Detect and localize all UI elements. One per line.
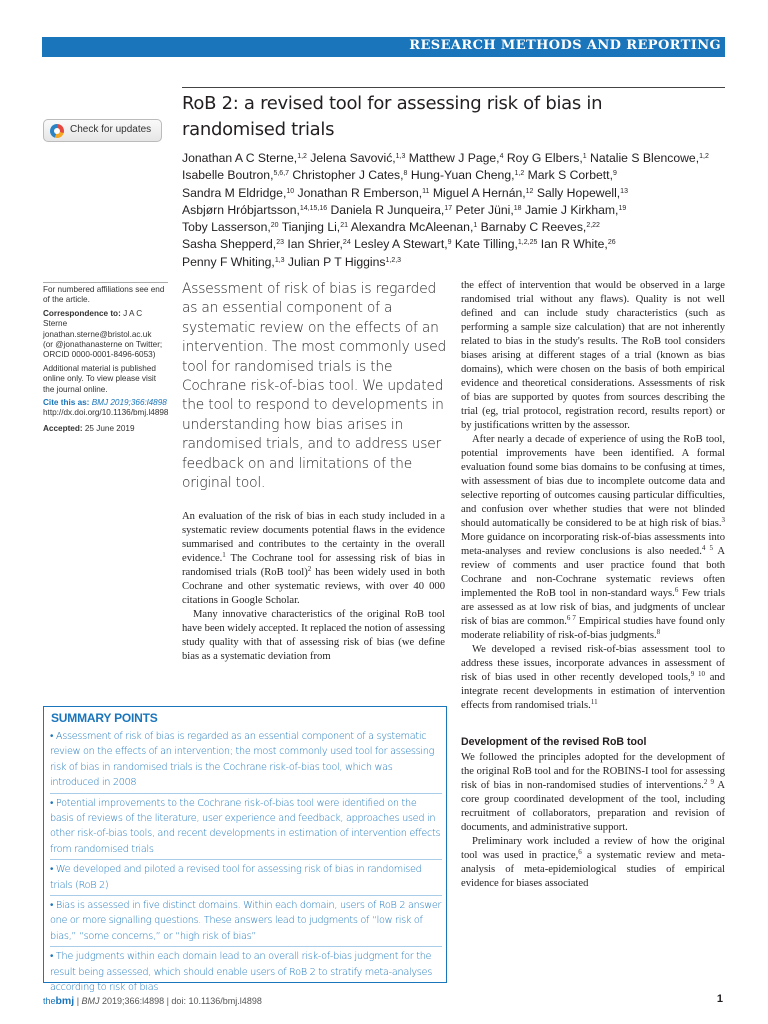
- author-affiliation: 8: [403, 170, 408, 178]
- author-name: Penny F Whiting,: [182, 254, 275, 269]
- author-line: [182, 236, 727, 253]
- accepted-label: Accepted:: [43, 423, 83, 433]
- author-affiliation: 20: [270, 222, 279, 230]
- summary-point: • Potential improvements to the Cochrane risk-of-bias tool were identified on the basis of reviews of the literature, user experience and feedback, approaches used in other risk-of-bias tools, and recent developments in estimation of intervention effects from randomised trials: [50, 796, 442, 861]
- cite-label: Cite this as:: [43, 398, 90, 408]
- author-name: Tianjing Li,: [278, 220, 341, 235]
- sidebar-notes: [43, 285, 168, 434]
- author-affiliation: 23: [276, 239, 284, 247]
- section-header-bar: [42, 37, 725, 57]
- author-affiliation: 5,6,7: [273, 170, 290, 178]
- paragraph: We developed a revised risk-of-bias assessment tool to address these issues, incorporate advances in assessment of risk of bias used in other recently developed tools,$^{9 10}$ and integrate recent developments in estimation of intervention effects from randomised trials.$^{11}$: [461, 644, 726, 711]
- author-name: Peter Jüni,: [452, 202, 514, 217]
- author-affiliation: 26: [607, 239, 616, 247]
- paragraph: Preliminary work included a review of how the original tool was used in practice,$^6$ a systematic review and meta-analysis of meta-epidemiological studies of empirical evidence for biases associated: [461, 836, 725, 889]
- author-line: [182, 167, 727, 184]
- cite-ref: BMJ 2019;366:l4898: [89, 398, 167, 408]
- author-affiliation: 10: [286, 187, 295, 195]
- author-name: Ian Shrier,: [283, 237, 343, 252]
- author-affiliation: 2,22: [586, 222, 600, 230]
- correspondence-name: J A C Sterne: [43, 308, 143, 329]
- author-affiliation: 9: [612, 170, 617, 178]
- author-affiliation: 21: [340, 222, 348, 230]
- author-name: Jonathan A C Sterne,: [182, 151, 298, 165]
- author-name: Christopher J Cates,: [289, 168, 404, 183]
- author-affiliation: 1,2,25: [517, 239, 538, 247]
- citation-ref[interactable]: 9 10: [690, 670, 706, 678]
- title-line: randomised trials: [182, 119, 335, 140]
- doi-link[interactable]: http://dx.doi.org/10.1136/bmj.l4898: [43, 408, 169, 418]
- author-name: Sally Hopewell,: [533, 185, 621, 200]
- author-name: Daniela R Junqueira,: [327, 202, 445, 217]
- author-line: [182, 150, 727, 167]
- correspondence: [43, 309, 168, 330]
- author-name: Ian R White,: [537, 237, 608, 252]
- check-for-updates-button[interactable]: [43, 119, 162, 142]
- author-line: [182, 202, 727, 219]
- author-name: Mark S Corbett,: [524, 168, 613, 183]
- journal-name: BMJ: [81, 996, 100, 1006]
- section-heading: Development of the revised RoB tool: [461, 736, 647, 748]
- citation-ref[interactable]: 3: [721, 516, 725, 524]
- author-affiliation: 12: [525, 187, 534, 195]
- author-affiliation: 1: [582, 153, 587, 160]
- author-name: Kate Tilling,: [451, 237, 518, 252]
- author-affiliation: 13: [620, 187, 628, 195]
- author-affiliation: 1,2,3: [385, 256, 402, 264]
- author-name: Julian P T Higgins: [284, 254, 386, 269]
- accepted: [43, 424, 168, 434]
- summary-point: • Bias is assessed in five distinct domains. Within each domain, users of RoB 2 answer one or more signalling questions. These answers lead to judgments of “low risk of bias,” “some concerns,” or “high risk of bias”: [50, 898, 442, 947]
- author-affiliation: 1,3: [274, 256, 285, 264]
- author-name: Asbjørn Hróbjartsson,: [182, 202, 300, 217]
- additional-material-note: Additional material is published online only. To view please visit the journal online.: [43, 363, 157, 394]
- author-name: Roy G Elbers,: [503, 151, 583, 165]
- author-affiliation: 17: [444, 204, 453, 212]
- author-affiliation: 1,3: [395, 153, 406, 160]
- abstract: Assessment of risk of bias is regarded as an essential component of a systematic review on the effects of an intervention. The most commonly used tool for randomised trials is the Cochrane risk-of-bias tool. We updated the tool to respond to developments in understanding how bias arises in randomised trials, and to address user feedback on and limitations of the original tool.: [182, 281, 447, 492]
- paragraph: the effect of intervention that would be observed in a large randomised trial without any flaws). Quality is not well defined and can include study characteristics (such as performing a sample size calculation) that are not inherently related to bias in the study's results. The RoB tool considers biases arising at different stages of a trial (known as bias domains), which were chosen on the basis of both empirical evidence and theoretical considerations. Assessments of risk of bias are supported by quotes from sources describing the trial (eg, trial protocol, registration record, results report) or by justifications written by the assessor.: [461, 280, 725, 431]
- author-name: Sasha Shepperd,: [182, 237, 277, 252]
- citation-ref[interactable]: 8: [656, 628, 661, 636]
- author-name: Alexandra McAleenan,: [348, 220, 474, 235]
- correspondence-email[interactable]: jonathan.sterne@bristol.ac.uk: [43, 329, 152, 339]
- author-affiliation: 1: [473, 222, 478, 230]
- cite-this: [43, 398, 168, 408]
- citation-ref[interactable]: 6: [578, 848, 582, 856]
- author-name: Natalie S Blencowe,: [586, 151, 700, 165]
- author-name: Lesley A Stewart,: [350, 237, 448, 252]
- citation-ref[interactable]: 2: [307, 565, 312, 573]
- summary-points-box: [43, 706, 447, 994]
- author-affiliation: 24: [342, 239, 351, 247]
- paragraph: An evaluation of the risk of bias in each study included in a systematic review documents potential flaws in the evidence summarised and contributes to the certainty in the overall evidence.$^1$ The Cochrane tool for assessing risk of bias in randomised trials (RoB tool)$^2$ has been widely used in both Cochrane and other systematic reviews, with over 40 000 citations in Google Scholar.: [182, 511, 445, 606]
- citation-ref[interactable]: 1: [222, 551, 226, 559]
- author-line: [182, 185, 727, 202]
- paragraph: We followed the principles adopted for the development of the original RoB tool and for the ROBINS-I tool for assessing risk of bias in non-randomised studies of interventions.$^{2 9}$ A core group coordinated development of the tool, including recruitment of collaborators, preparation and revision of documents, and administrative support.: [461, 752, 726, 833]
- author-affiliation: 4: [499, 153, 504, 160]
- affiliations-note: For numbered affiliations see end of the article.: [43, 285, 165, 305]
- page-footer: thebmj | BMJ 2019;366:l4898 | doi: 10.1136/bmj.l4898: [43, 995, 262, 1007]
- author-affiliation: 1,2: [297, 153, 307, 160]
- citation-ref[interactable]: 2 9: [703, 778, 714, 786]
- author-name: Jamie J Kirkham,: [521, 202, 619, 217]
- crossmark-icon: [50, 124, 64, 138]
- author-affiliation: 19: [618, 204, 627, 212]
- bmj-logo-the: the: [43, 996, 56, 1006]
- page-number: 1: [716, 993, 723, 1005]
- article-title: [182, 91, 722, 143]
- correspondence-label: Correspondence to:: [43, 308, 121, 318]
- author-name: Jelena Savović,: [306, 151, 396, 165]
- title-line: RoB 2: a revised tool for assessing risk of bias in: [182, 93, 603, 114]
- author-name: Barnaby C Reeves,: [477, 220, 587, 235]
- author-affiliation: 1,2: [699, 153, 709, 160]
- summary-list: [50, 729, 442, 1000]
- author-affiliation: 1,2: [514, 170, 525, 178]
- accepted-date: 25 June 2019: [82, 423, 135, 433]
- summary-point: • Assessment of risk of bias is regarded as an essential component of a systematic review on the effects of an intervention; the most commonly used tool for assessing risk of bias in randomised trials is the Cochrane risk-of-bias tool, which was introduced in 2008: [50, 729, 442, 794]
- sidebar-rule: [43, 282, 168, 283]
- correspondence-orcid: ORCID 0000-0001-8496-6053): [43, 350, 156, 360]
- check-for-updates-label: Check for updates: [70, 124, 152, 135]
- correspondence-twitter: (or @jonathanasterne on Twitter;: [43, 340, 163, 350]
- author-affiliation: 11: [422, 187, 430, 195]
- author-affiliation: 14,15,16: [299, 204, 328, 212]
- author-line: [182, 254, 727, 271]
- summary-heading: SUMMARY POINTS: [51, 711, 158, 725]
- citation-ref[interactable]: 6 7: [566, 614, 576, 622]
- author-name: Matthew J Page,: [405, 151, 500, 165]
- paragraph: Many innovative characteristics of the original RoB tool have been widely accepted. It replaced the notion of assessing study quality with that of assessing risk of bias (we define bias as a systematic deviation from: [182, 609, 445, 662]
- body-column-left: [182, 510, 445, 664]
- summary-point: • The judgments within each domain lead to an overall risk-of-bias judgment for the result being assessed, which should enable users of RoB 2 to stratify meta-analyses according to risk of bias: [50, 951, 432, 994]
- author-name: Miguel A Hernán,: [429, 185, 526, 200]
- paragraph: After nearly a decade of experience of using the RoB tool, potential improvements have been identified. A formal evaluation found some bias domains to be confusing at times, with assessment of bias due to incomplete outcome data and selective reporting of outcomes causing particular difficulties, and confusion over whether studies that were not blinded should automatically be considered to be at high risk of bias.$^3$ More guidance on incorporating risk-of-bias assessments into meta-analyses and review conclusions is also needed.$^{4 5}$ A review of comments and user practice found that both Cochrane and non-Cochrane systematic reviews often implemented the RoB tool in non-standard ways.$^6$ Few trials are assessed as at low risk of bias, and judgments of unclear risk of bias are common.$^{6 7}$ Empirical studies have found only moderate reliability of risk-of-bias judgments.$^8$: [461, 434, 726, 641]
- author-affiliation: 9: [447, 239, 452, 247]
- author-name: Toby Lasserson,: [182, 220, 271, 235]
- author-list: [182, 150, 727, 271]
- author-line: [182, 219, 727, 236]
- citation-ref[interactable]: 11: [590, 698, 598, 706]
- citation-ref[interactable]: 6: [674, 586, 679, 594]
- citation-ref[interactable]: 4 5: [701, 544, 713, 552]
- footer-citation: 2019;366:l4898 | doi: 10.1136/bmj.l4898: [99, 996, 262, 1006]
- title-rule: [182, 87, 725, 88]
- author-name: Hung-Yuan Cheng,: [407, 168, 515, 183]
- body-column-right: [461, 279, 725, 891]
- bmj-logo: bmj: [55, 995, 75, 1007]
- section-label: RESEARCH METHODS AND REPORTING: [409, 38, 721, 53]
- author-name: Jonathan R Emberson,: [294, 185, 423, 200]
- author-name: Sandra M Eldridge,: [182, 185, 287, 200]
- author-affiliation: 18: [513, 204, 522, 212]
- summary-point: • We developed and piloted a revised tool for assessing risk of bias in randomised trials (RoB 2): [50, 862, 442, 896]
- author-name: Isabelle Boutron,: [182, 168, 274, 183]
